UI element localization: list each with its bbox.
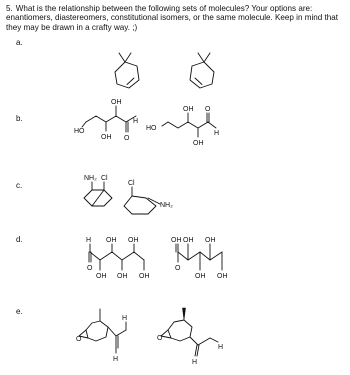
- part-a-molecule-left: [115, 53, 139, 88]
- atom-label: OH: [117, 273, 128, 280]
- atom-label: OH: [171, 237, 182, 244]
- atom-label: OH: [139, 273, 150, 280]
- atom-label: OH: [217, 273, 228, 280]
- part-d-molecule-left: [86, 237, 150, 280]
- atom-label: O: [205, 106, 211, 113]
- atom-label: OH: [205, 237, 216, 244]
- atom-label: HO: [74, 128, 85, 135]
- atom-label: H: [192, 359, 198, 366]
- atom-label: H: [86, 237, 92, 244]
- part-b-molecule-left: [74, 99, 138, 142]
- atom-label: OH: [193, 140, 204, 147]
- part-b-label: b.: [16, 114, 23, 123]
- atom-label: OH: [111, 99, 122, 106]
- part-c-molecule-left: [84, 175, 112, 206]
- question-prompt: What is the relationship between the following sets of molecules? Your options are: enantiomers, diastereomers, constitutional isomers, or the same molecule. Keep in mind that they may be drawn in a crafty way. ;): [6, 4, 339, 32]
- part-e-molecule-right: [157, 308, 223, 366]
- atom-label: OH: [106, 237, 117, 244]
- atom-label: HO: [146, 125, 157, 132]
- atom-label: NH₂: [160, 202, 173, 209]
- part-e-molecule-left: [76, 309, 127, 363]
- part-a-label: a.: [16, 38, 23, 47]
- atom-label: Cl: [101, 175, 108, 182]
- atom-label: O: [76, 336, 82, 343]
- atom-label: H: [218, 344, 224, 351]
- part-e-label: e.: [16, 307, 23, 316]
- atom-label: OH: [128, 237, 139, 244]
- atom-label: O: [175, 265, 181, 272]
- atom-label: H: [214, 130, 220, 137]
- atom-label: O: [87, 265, 93, 272]
- atom-label: H: [133, 118, 139, 125]
- part-c-label: c.: [16, 181, 23, 190]
- atom-label: H: [113, 356, 119, 363]
- atom-label: O: [124, 135, 130, 142]
- part-c-molecule-right: [124, 180, 173, 214]
- atom-label: Cl: [128, 180, 135, 187]
- atom-label: O: [157, 335, 163, 342]
- atom-label: OH: [195, 273, 206, 280]
- atom-label: OH: [183, 237, 194, 244]
- atom-label: H: [122, 315, 128, 322]
- part-a-molecule-right: [190, 53, 214, 88]
- question-number: 5.: [6, 4, 13, 13]
- atom-label: OH: [101, 134, 112, 141]
- part-b-molecule-right: [146, 106, 219, 147]
- atom-label: OH: [183, 106, 194, 113]
- part-d-label: d.: [16, 235, 23, 244]
- atom-label: NH₂: [84, 175, 97, 182]
- part-d-molecule-right: [171, 237, 228, 280]
- atom-label: OH: [96, 273, 107, 280]
